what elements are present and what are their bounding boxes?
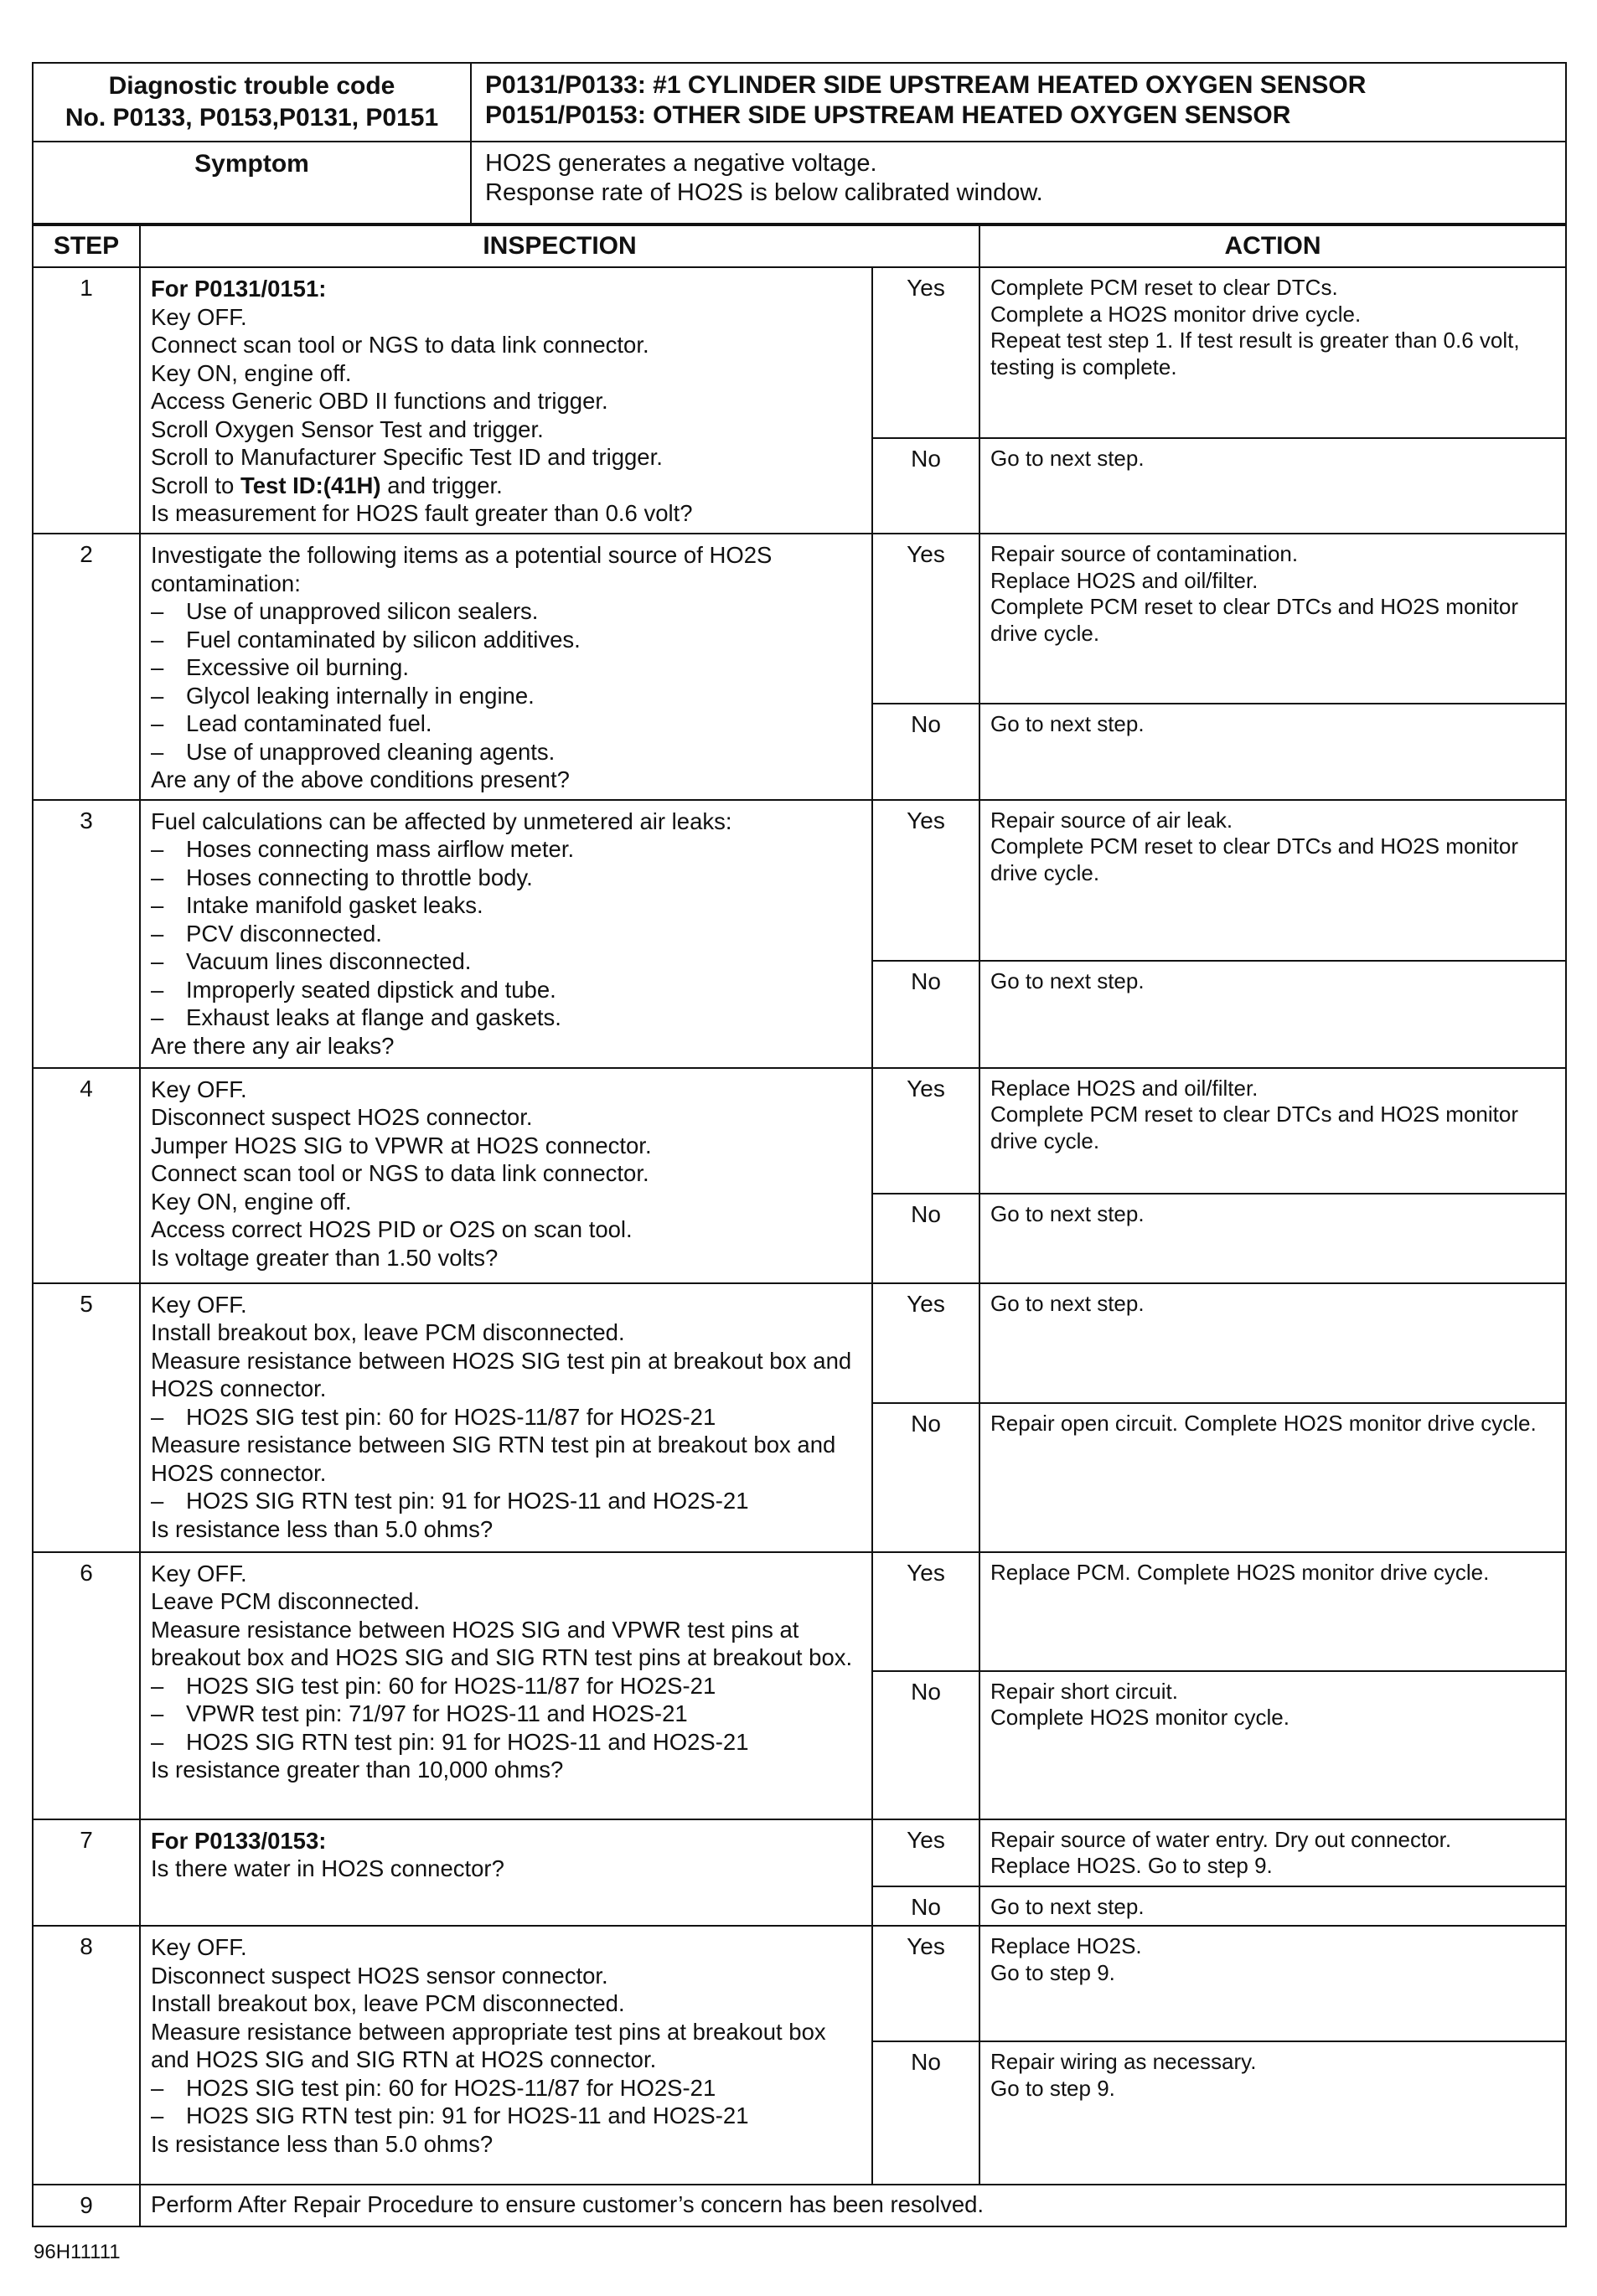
action-line: Go to next step. xyxy=(990,446,1145,471)
action-line: Replace HO2S. Go to step 9. xyxy=(990,1853,1273,1878)
dash-bullet-icon: – xyxy=(151,864,164,890)
header-table xyxy=(32,62,1567,224)
inspection-bullet-item xyxy=(151,864,865,892)
no-action-cell xyxy=(979,1886,1566,1927)
step-number: 4 xyxy=(33,1068,140,1283)
yes-action-cell xyxy=(979,1552,1566,1671)
step-number: 2 xyxy=(33,534,140,800)
yes-action-cell xyxy=(979,1926,1566,2041)
inspection-line: Key ON, engine off. xyxy=(151,1188,352,1215)
inspection-bullet-item xyxy=(151,709,865,738)
yes-action-cell xyxy=(979,267,1566,438)
diagnostic-steps-table xyxy=(32,224,1567,2227)
action-line: Complete PCM reset to clear DTCs and HO2S monitor drive cycle. xyxy=(990,833,1525,885)
inspection-line: Key OFF. xyxy=(151,303,247,330)
bullet-text: HO2S SIG test pin: 60 for HO2S-11/87 for HO2S-21 xyxy=(186,1403,716,1430)
action-line: Repair open circuit. Complete HO2S monitor drive cycle. xyxy=(990,1410,1537,1436)
final-step-row xyxy=(33,2185,1566,2226)
inspection-bullet-item xyxy=(151,1672,865,1700)
no-label: No xyxy=(872,704,979,800)
inspection-cell xyxy=(140,1552,872,1819)
yes-label: Yes xyxy=(872,534,979,704)
inspection-line: Connect scan tool or NGS to data link connector. xyxy=(151,1160,649,1186)
inspection-bullet-item xyxy=(151,1487,865,1515)
inspection-line: Is measurement for HO2S fault greater than 0.6 volt? xyxy=(151,500,693,526)
bullet-text: Hoses connecting to throttle body. xyxy=(186,864,533,890)
action-line: Replace HO2S and oil/filter. xyxy=(990,1075,1258,1101)
inspection-bullet-item xyxy=(151,947,865,976)
inspection-cell xyxy=(140,800,872,1068)
inspection-bullet-item xyxy=(151,1700,865,1728)
symptom-line: HO2S generates a negative voltage. xyxy=(485,150,877,177)
bullet-text: Use of unapproved cleaning agents. xyxy=(186,738,556,765)
no-action-cell xyxy=(979,704,1566,800)
bullet-text: Glycol leaking internally in engine. xyxy=(186,682,535,709)
bullet-text: HO2S SIG RTN test pin: 91 for HO2S-11 and HO2S-21 xyxy=(186,1728,749,1755)
no-label: No xyxy=(872,438,979,534)
dash-bullet-icon: – xyxy=(151,654,164,680)
step-number: 3 xyxy=(33,800,140,1068)
dtc-title-line: P0131/P0133: #1 CYLINDER SIDE UPSTREAM HEATED OXYGEN SENSOR xyxy=(485,71,1367,99)
action-line: Go to next step. xyxy=(990,1893,1145,1919)
inspection-line: Key OFF. xyxy=(151,1560,247,1587)
inspection-line: Disconnect suspect HO2S connector. xyxy=(151,1104,533,1130)
action-line: Repair wiring as necessary. xyxy=(990,2049,1257,2074)
yes-label: Yes xyxy=(872,800,979,961)
step-column-header: STEP xyxy=(33,225,140,267)
inspection-bullet-item xyxy=(151,1403,865,1432)
no-action-cell xyxy=(979,1194,1566,1283)
diagnostic-document xyxy=(32,62,1565,2227)
step-number: 9 xyxy=(33,2185,140,2226)
inspection-cell xyxy=(140,1926,872,2185)
action-line: Complete PCM reset to clear DTCs and HO2S monitor drive cycle. xyxy=(990,1102,1525,1153)
inspection-bullet-item xyxy=(151,920,865,948)
dash-bullet-icon: – xyxy=(151,892,164,918)
dash-bullet-icon: – xyxy=(151,626,164,653)
action-line: Go to step 9. xyxy=(990,1959,1115,1985)
action-line: Repair source of contamination. xyxy=(990,541,1299,566)
inspection-line xyxy=(151,472,865,500)
no-action-cell xyxy=(979,2041,1566,2185)
action-line: Go to next step. xyxy=(990,1200,1145,1226)
inspection-cell xyxy=(140,534,872,800)
no-label: No xyxy=(872,1403,979,1552)
inspection-line: Key OFF. xyxy=(151,1291,247,1318)
dtc-subheading: For P0131/0151: xyxy=(151,276,327,302)
inspection-bullet-item xyxy=(151,626,865,654)
yes-label: Yes xyxy=(872,1283,979,1403)
inspection-line: Scroll Oxygen Sensor Test and trigger. xyxy=(151,415,544,442)
dash-bullet-icon: – xyxy=(151,976,164,1003)
bullet-text: Fuel contaminated by silicon additives. xyxy=(186,626,581,653)
inspection-line: Install breakout box, leave PCM disconnected. xyxy=(151,1319,625,1345)
dash-bullet-icon: – xyxy=(151,1700,164,1726)
action-line: Go to next step. xyxy=(990,1290,1145,1316)
inspection-line: Scroll to Manufacturer Specific Test ID and trigger. xyxy=(151,444,663,470)
inspection-bullet-item xyxy=(151,653,865,682)
symptom-text-cell xyxy=(471,142,1566,224)
dtc-label-line: Diagnostic trouble code xyxy=(108,72,395,100)
action-line: Replace PCM. Complete HO2S monitor drive cycle. xyxy=(990,1559,1490,1585)
inspection-line: Fuel calculations can be affected by unmetered air leaks: xyxy=(151,807,732,834)
no-action-cell xyxy=(979,438,1566,534)
inspection-line: Is resistance greater than 10,000 ohms? xyxy=(151,1757,564,1783)
inspection-line: Access correct HO2S PID or O2S on scan tool. xyxy=(151,1216,633,1242)
bullet-text: Vacuum lines disconnected. xyxy=(186,948,472,974)
inspection-cell xyxy=(140,267,872,534)
bullet-text: Improperly seated dipstick and tube. xyxy=(186,976,556,1003)
bullet-text: Excessive oil burning. xyxy=(186,654,409,680)
dtc-label-cell xyxy=(33,63,471,142)
dash-bullet-icon: – xyxy=(151,1004,164,1030)
inspection-bullet-item xyxy=(151,1004,865,1032)
bullet-text: Exhaust leaks at flange and gaskets. xyxy=(186,1004,561,1030)
inspection-line: Is there water in HO2S connector? xyxy=(151,1855,504,1881)
no-label: No xyxy=(872,2041,979,2185)
yes-action-cell xyxy=(979,1819,1566,1886)
test-id-emphasis: Test ID:(41H) xyxy=(240,472,381,498)
inspection-bullet-item xyxy=(151,738,865,766)
step-row xyxy=(33,800,1566,961)
step-row xyxy=(33,1552,1566,1671)
inspection-line: Measure resistance between SIG RTN test pin at breakout box and HO2S connector. xyxy=(151,1432,842,1486)
inspection-line: Jumper HO2S SIG to VPWR at HO2S connector. xyxy=(151,1132,652,1158)
inspection-line: Access Generic OBD II functions and trigger. xyxy=(151,388,608,414)
dash-bullet-icon: – xyxy=(151,2103,164,2128)
step-row xyxy=(33,1926,1566,2041)
yes-label: Yes xyxy=(872,1819,979,1886)
inspection-line: Key OFF. xyxy=(151,1076,247,1102)
dash-bullet-icon: – xyxy=(151,1672,164,1699)
bullet-text: Lead contaminated fuel. xyxy=(186,710,432,736)
dtc-title-cell xyxy=(471,63,1566,142)
inspection-line: Key ON, engine off. xyxy=(151,359,352,386)
inspection-text: and trigger. xyxy=(380,472,503,498)
action-line: Repeat test step 1. If test result is greater than 0.6 volt, testing is complete. xyxy=(990,328,1526,379)
yes-action-cell xyxy=(979,1068,1566,1194)
step-row xyxy=(33,267,1566,438)
inspection-bullet-item xyxy=(151,835,865,864)
dash-bullet-icon: – xyxy=(151,598,164,624)
no-label: No xyxy=(872,1194,979,1283)
dash-bullet-icon: – xyxy=(151,948,164,974)
inspection-line: Measure resistance between HO2S SIG and VPWR test pins at breakout box and HO2S SIG and SIG RTN test pins at breakout box. xyxy=(151,1616,853,1670)
step-number: 1 xyxy=(33,267,140,534)
step-row xyxy=(33,1283,1566,1403)
bullet-text: Hoses connecting mass airflow meter. xyxy=(186,836,575,862)
no-action-cell xyxy=(979,1671,1566,1819)
dash-bullet-icon: – xyxy=(151,1728,164,1755)
step-row xyxy=(33,534,1566,704)
inspection-bullet-item xyxy=(151,976,865,1004)
bullet-text: HO2S SIG test pin: 60 for HO2S-11/87 for HO2S-21 xyxy=(186,2074,716,2101)
action-line: Go to next step. xyxy=(990,710,1145,736)
bullet-text: HO2S SIG test pin: 60 for HO2S-11/87 for HO2S-21 xyxy=(186,1672,716,1699)
inspection-line: Are any of the above conditions present? xyxy=(151,766,570,792)
action-line: Repair source of water entry. Dry out connector. xyxy=(990,1826,1452,1852)
inspection-bullet-item xyxy=(151,891,865,920)
bullet-text: Use of unapproved silicon sealers. xyxy=(186,598,539,624)
figure-code: 96H11111 xyxy=(34,2241,121,2263)
inspection-line: Disconnect suspect HO2S sensor connector. xyxy=(151,1962,608,1989)
no-label: No xyxy=(872,1671,979,1819)
yes-action-cell xyxy=(979,534,1566,704)
bullet-text: HO2S SIG RTN test pin: 91 for HO2S-11 and HO2S-21 xyxy=(186,1488,749,1514)
action-line: Complete a HO2S monitor drive cycle. xyxy=(990,301,1362,327)
dash-bullet-icon: – xyxy=(151,682,164,709)
step-number: 7 xyxy=(33,1819,140,1927)
dash-bullet-icon: – xyxy=(151,920,164,947)
bullet-text: PCV disconnected. xyxy=(186,920,382,947)
yes-action-cell xyxy=(979,800,1566,961)
yes-label: Yes xyxy=(872,1552,979,1671)
symptom-line: Response rate of HO2S is below calibrated window. xyxy=(485,179,1043,206)
inspection-bullet-item xyxy=(151,2102,865,2130)
dash-bullet-icon: – xyxy=(151,836,164,862)
inspection-line: Investigate the following items as a potential source of HO2S contamination: xyxy=(151,542,779,596)
no-label: No xyxy=(872,1886,979,1927)
dtc-title-line: P0151/P0153: OTHER SIDE UPSTREAM HEATED OXYGEN SENSOR xyxy=(485,101,1291,129)
symptom-label: Symptom xyxy=(33,142,471,224)
dash-bullet-icon: – xyxy=(151,1488,164,1514)
bullet-text: Intake manifold gasket leaks. xyxy=(186,892,483,918)
action-line: Go to step 9. xyxy=(990,2075,1115,2101)
action-column-header: ACTION xyxy=(979,225,1566,267)
inspection-bullet-item xyxy=(151,682,865,710)
dash-bullet-icon: – xyxy=(151,710,164,736)
dtc-label-line: No. P0133, P0153,P0131, P0151 xyxy=(65,104,439,132)
inspection-line: Are there any air leaks? xyxy=(151,1032,395,1059)
dash-bullet-icon: – xyxy=(151,738,164,765)
inspection-cell xyxy=(140,1068,872,1283)
inspection-text: Scroll to xyxy=(151,472,240,498)
action-line: Replace HO2S. xyxy=(990,1933,1142,1958)
step-row xyxy=(33,1068,1566,1194)
bullet-text: VPWR test pin: 71/97 for HO2S-11 and HO2S-21 xyxy=(186,1700,688,1726)
no-action-cell xyxy=(979,1403,1566,1552)
dash-bullet-icon: – xyxy=(151,1403,164,1430)
final-step-text: Perform After Repair Procedure to ensure customer’s concern has been resolved. xyxy=(140,2185,1566,2226)
action-line: Repair short circuit. xyxy=(990,1678,1178,1704)
inspection-line: Measure resistance between appropriate test pins at breakout box and HO2S SIG and SIG RTN at HO2S connector. xyxy=(151,2018,833,2072)
action-line: Complete PCM reset to clear DTCs and HO2S monitor drive cycle. xyxy=(990,594,1525,646)
yes-action-cell xyxy=(979,1283,1566,1403)
yes-label: Yes xyxy=(872,1926,979,2041)
step-number: 8 xyxy=(33,1926,140,2185)
yes-label: Yes xyxy=(872,1068,979,1194)
inspection-line: Key OFF. xyxy=(151,1934,247,1960)
dtc-subheading: For P0133/0153: xyxy=(151,1827,327,1854)
action-line: Complete HO2S monitor cycle. xyxy=(990,1705,1289,1730)
action-line: Repair source of air leak. xyxy=(990,807,1233,833)
inspection-line: Connect scan tool or NGS to data link connector. xyxy=(151,332,649,358)
action-line: Go to next step. xyxy=(990,967,1145,993)
inspection-line: Is resistance less than 5.0 ohms? xyxy=(151,1515,494,1542)
inspection-line: Measure resistance between HO2S SIG test pin at breakout box and HO2S connector. xyxy=(151,1347,858,1401)
inspection-line: Install breakout box, leave PCM disconnected. xyxy=(151,1990,625,2016)
yes-label: Yes xyxy=(872,267,979,438)
inspection-bullet-item xyxy=(151,1728,865,1757)
dash-bullet-icon: – xyxy=(151,2074,164,2101)
step-row xyxy=(33,1819,1566,1886)
no-label: No xyxy=(872,961,979,1068)
action-line: Complete PCM reset to clear DTCs. xyxy=(990,275,1338,300)
no-action-cell xyxy=(979,961,1566,1068)
inspection-bullet-item xyxy=(151,597,865,626)
action-line: Replace HO2S and oil/filter. xyxy=(990,567,1258,593)
inspection-line: Is resistance less than 5.0 ohms? xyxy=(151,2130,494,2157)
bullet-text: HO2S SIG RTN test pin: 91 for HO2S-11 and HO2S-21 xyxy=(186,2103,749,2128)
step-number: 6 xyxy=(33,1552,140,1819)
inspection-cell xyxy=(140,1819,872,1927)
inspection-line: Leave PCM disconnected. xyxy=(151,1588,421,1614)
inspection-column-header: INSPECTION xyxy=(140,225,979,267)
inspection-bullet-item xyxy=(151,2074,865,2103)
inspection-line: Is voltage greater than 1.50 volts? xyxy=(151,1244,499,1271)
inspection-cell xyxy=(140,1283,872,1552)
step-number: 5 xyxy=(33,1283,140,1552)
